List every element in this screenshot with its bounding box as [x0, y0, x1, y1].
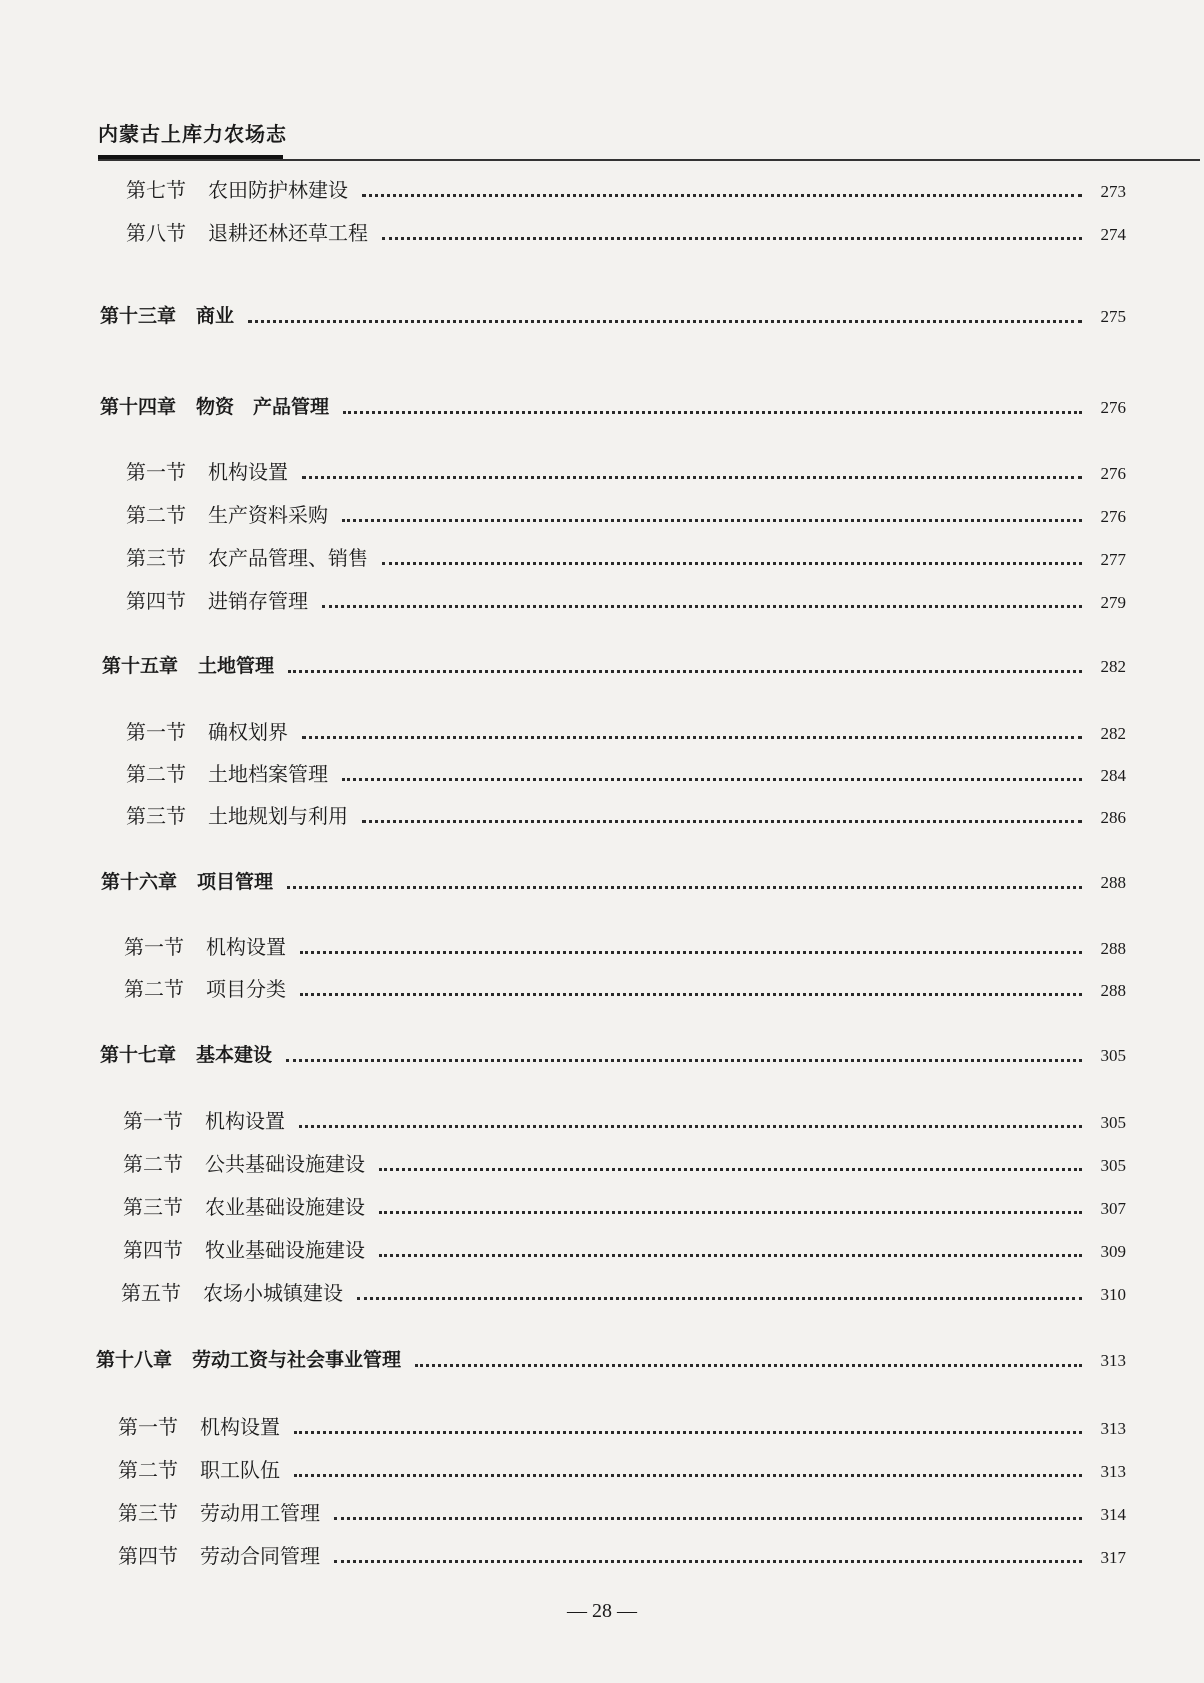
toc-leader-dots	[362, 806, 1082, 823]
toc-leader-dots	[343, 397, 1082, 414]
toc-entry-page: 288	[1100, 981, 1126, 1000]
toc-chapter[interactable]	[100, 392, 1126, 422]
toc-entry[interactable]	[126, 586, 1126, 616]
toc-leader-dots	[300, 937, 1082, 954]
toc-entry-page: 305	[1100, 1113, 1126, 1132]
toc-entry-number: 第三节	[126, 546, 186, 570]
toc-entry-title: 土地档案管理	[208, 762, 328, 786]
toc-entry-number: 第一节	[126, 720, 186, 744]
toc-entry[interactable]	[126, 543, 1126, 573]
toc-entry-page: 286	[1100, 808, 1126, 827]
toc-entry-page: 288	[1100, 939, 1126, 958]
toc-entry[interactable]	[123, 1192, 1126, 1222]
toc-leader-dots	[302, 722, 1082, 739]
toc-entry-number: 第三节	[126, 804, 186, 828]
toc-entry[interactable]	[126, 759, 1126, 789]
toc-entry-page: 313	[1100, 1419, 1126, 1438]
toc-entry-title: 机构设置	[206, 935, 286, 959]
toc-chapter[interactable]	[100, 1040, 1126, 1070]
toc-entry-page: 313	[1100, 1351, 1126, 1370]
toc-entry-number: 第一节	[126, 460, 186, 484]
toc-entry-title: 土地规划与利用	[208, 804, 348, 828]
toc-entry[interactable]	[118, 1498, 1126, 1528]
toc-entry-page: 282	[1100, 724, 1126, 743]
toc-entry[interactable]	[126, 457, 1126, 487]
toc-leader-dots	[342, 505, 1082, 522]
toc-entry-page: 279	[1100, 593, 1126, 612]
toc-entry-title: 劳动合同管理	[200, 1544, 320, 1568]
toc-entry-number: 第十五章	[102, 655, 179, 677]
toc-entry[interactable]	[126, 717, 1126, 747]
toc-entry-number: 第四节	[126, 589, 186, 613]
toc-entry-page: 282	[1100, 657, 1126, 676]
toc-entry-number: 第四节	[118, 1544, 178, 1568]
toc-entry[interactable]	[121, 1278, 1126, 1308]
toc-entry-title: 退耕还林还草工程	[208, 221, 368, 245]
toc-entry-page: 305	[1100, 1156, 1126, 1175]
toc-entry-page: 288	[1100, 873, 1126, 892]
toc-entry-page: 284	[1100, 766, 1126, 785]
toc-entry-page: 305	[1100, 1046, 1126, 1065]
toc-leader-dots	[382, 223, 1082, 240]
toc-entry[interactable]	[123, 1235, 1126, 1265]
toc-entry[interactable]	[118, 1455, 1126, 1485]
toc-entry-number: 第一节	[118, 1415, 178, 1439]
toc-entry-number: 第二节	[126, 762, 186, 786]
toc-entry-title: 职工队伍	[200, 1458, 280, 1482]
toc-entry-title: 物资 产品管理	[196, 396, 330, 418]
toc-entry-page: 276	[1100, 464, 1126, 483]
toc-chapter[interactable]	[96, 1345, 1126, 1375]
toc-entry-page: 313	[1100, 1462, 1126, 1481]
toc-entry-number: 第四节	[123, 1238, 183, 1262]
toc-entry-title: 劳动用工管理	[200, 1501, 320, 1525]
toc-leader-dots	[334, 1546, 1082, 1563]
toc-entry-title: 土地管理	[198, 655, 275, 677]
toc-entry-page: 274	[1100, 225, 1126, 244]
toc-entry-title: 基本建设	[196, 1044, 273, 1066]
toc-leader-dots	[334, 1503, 1082, 1520]
toc-entry-page: 276	[1100, 398, 1126, 417]
toc-entry-title: 商业	[196, 305, 235, 327]
toc-entry-title: 机构设置	[205, 1109, 285, 1133]
toc-leader-dots	[379, 1197, 1082, 1214]
toc-entry-title: 农场小城镇建设	[203, 1281, 343, 1305]
toc-entry-number: 第十三章	[100, 305, 177, 327]
toc-entry-title: 农产品管理、销售	[208, 546, 368, 570]
toc-entry-title: 劳动工资与社会事业管理	[192, 1349, 402, 1371]
toc-entry-title: 机构设置	[200, 1415, 280, 1439]
toc-entry-number: 第十六章	[101, 871, 178, 893]
toc-entry-number: 第一节	[124, 935, 184, 959]
toc-leader-dots	[287, 872, 1082, 889]
toc-entry-number: 第五节	[121, 1281, 181, 1305]
toc-leader-dots	[288, 656, 1082, 673]
toc-entry-number: 第七节	[126, 178, 186, 202]
toc-entry-title: 生产资料采购	[208, 503, 328, 527]
toc-leader-dots	[322, 591, 1082, 608]
toc-entry-number: 第十七章	[100, 1044, 177, 1066]
toc-leader-dots	[415, 1350, 1082, 1367]
toc-entry[interactable]	[123, 1106, 1126, 1136]
toc-entry-number: 第一节	[123, 1109, 183, 1133]
toc-entry-number: 第十四章	[100, 396, 177, 418]
toc-leader-dots	[362, 180, 1082, 197]
toc-entry-title: 农业基础设施建设	[205, 1195, 365, 1219]
toc-entry-title: 项目管理	[197, 871, 274, 893]
toc-leader-dots	[357, 1283, 1082, 1300]
toc-leader-dots	[248, 306, 1082, 323]
page-number: — 28 —	[567, 1600, 637, 1622]
toc-entry-title: 农田防护林建设	[208, 178, 348, 202]
toc-leader-dots	[299, 1111, 1082, 1128]
toc-entry[interactable]	[126, 175, 1126, 205]
toc-entry-page: 273	[1100, 182, 1126, 201]
toc-entry-number: 第三节	[123, 1195, 183, 1219]
toc-entry[interactable]	[124, 932, 1126, 962]
toc-leader-dots	[300, 979, 1082, 996]
toc-entry-number: 第三节	[118, 1501, 178, 1525]
toc-leader-dots	[382, 548, 1082, 565]
toc-leader-dots	[286, 1045, 1082, 1062]
toc-entry[interactable]	[126, 500, 1126, 530]
toc-chapter[interactable]	[101, 867, 1126, 897]
toc-entry[interactable]	[126, 218, 1126, 248]
toc-leader-dots	[294, 1417, 1082, 1434]
toc-entry-title: 进销存管理	[208, 589, 308, 613]
toc-chapter[interactable]	[102, 651, 1126, 681]
toc-entry[interactable]	[126, 801, 1126, 831]
toc-entry[interactable]	[118, 1412, 1126, 1442]
toc-entry-page: 275	[1100, 307, 1126, 326]
toc-entry-number: 第二节	[124, 977, 184, 1001]
toc-entry-title: 公共基础设施建设	[205, 1152, 365, 1176]
header-rule-thin	[98, 159, 1200, 161]
toc-leader-dots	[294, 1460, 1082, 1477]
toc-entry-page: 276	[1100, 507, 1126, 526]
toc-entry-title: 确权划界	[208, 720, 288, 744]
toc-entry[interactable]	[123, 1149, 1126, 1179]
toc-chapter[interactable]	[100, 301, 1126, 331]
toc-entry-title: 机构设置	[208, 460, 288, 484]
toc-entry-page: 314	[1100, 1505, 1126, 1524]
toc-leader-dots	[302, 462, 1082, 479]
running-header-title: 内蒙古上库力农场志	[98, 122, 287, 146]
toc-leader-dots	[342, 764, 1082, 781]
toc-entry[interactable]	[118, 1541, 1126, 1571]
toc-entry-page: 277	[1100, 550, 1126, 569]
toc-entry[interactable]	[124, 974, 1126, 1004]
toc-entry-number: 第八节	[126, 221, 186, 245]
toc-entry-number: 第二节	[118, 1458, 178, 1482]
toc-entry-page: 309	[1100, 1242, 1126, 1261]
toc-entry-number: 第十八章	[96, 1349, 173, 1371]
toc-leader-dots	[379, 1154, 1082, 1171]
toc-entry-number: 第二节	[123, 1152, 183, 1176]
toc-entry-page: 307	[1100, 1199, 1126, 1218]
toc-leader-dots	[379, 1240, 1082, 1257]
toc-entry-title: 牧业基础设施建设	[205, 1238, 365, 1262]
toc-entry-number: 第二节	[126, 503, 186, 527]
toc-entry-title: 项目分类	[206, 977, 286, 1001]
toc-entry-page: 310	[1100, 1285, 1126, 1304]
toc-entry-page: 317	[1100, 1548, 1126, 1567]
